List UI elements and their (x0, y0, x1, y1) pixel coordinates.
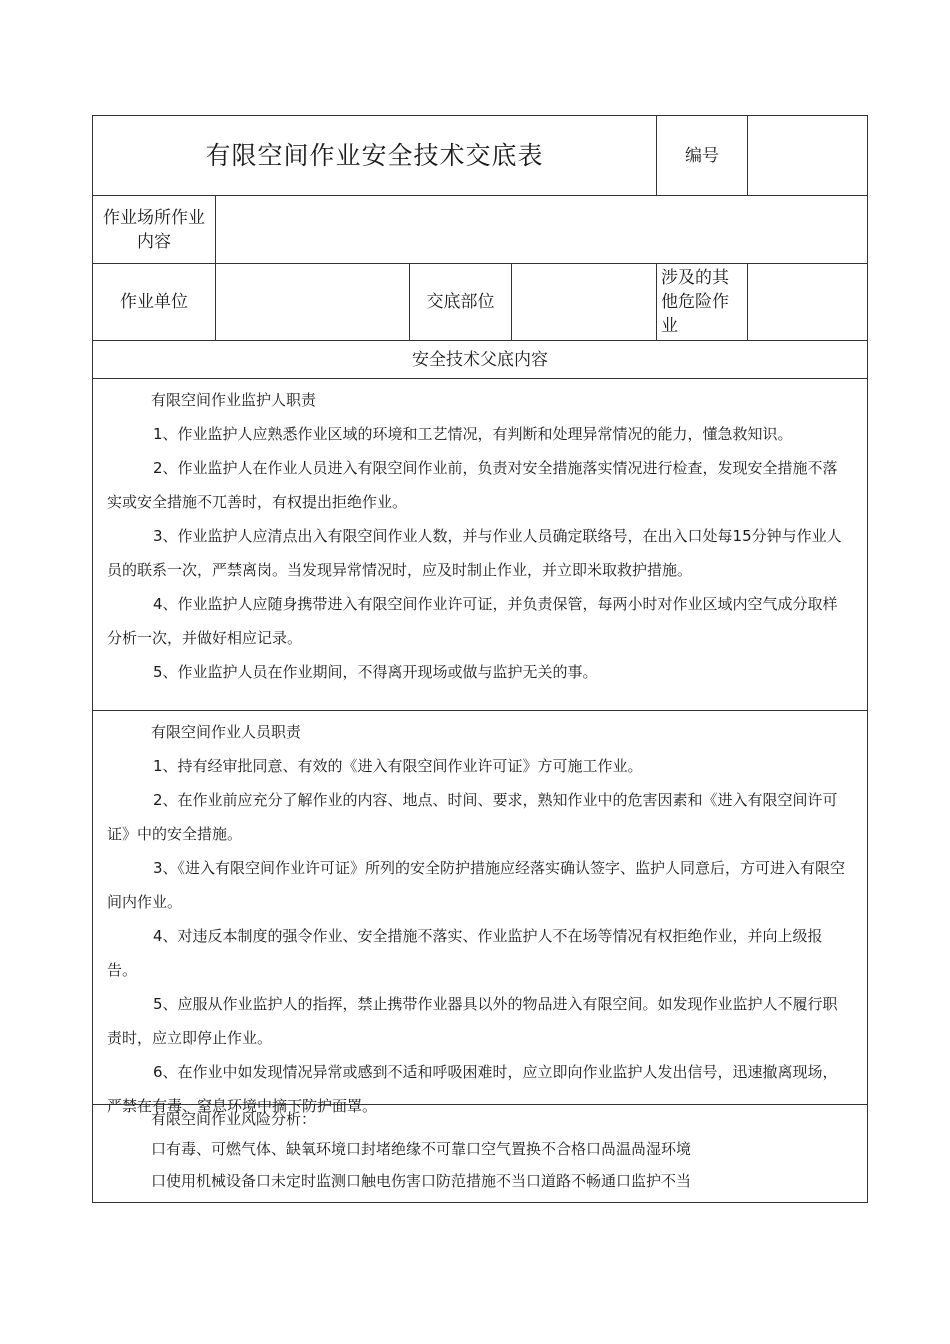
risk-line: 口使用机械设备口未定时监测口触电伤害口防范措施不当口道路不畅通口监护不当 (151, 1172, 692, 1190)
worker-duty-item: 3、《进入有限空间作业许可证》所列的安全防护措施应经落实确认签字、监护人同意后，方可进入有限空间内作业。 (107, 859, 846, 911)
guardian-duty-item: 4、作业监护人应随身携带进入有限空间作业许可证，并负责保管，每两小时对作业区域内空气成分取样分析一次，并做好相应记录。 (107, 595, 838, 647)
number-label: 编号 (685, 146, 719, 166)
worker-duty-item: 2、在作业前应充分了解作业的内容、地点、时间、要求，熟知作业中的危害因素和《进入有限空间许可证》中的安全措施。 (107, 791, 838, 843)
worker-duty-item: 4、对违反本制度的强令作业、安全措施不落实、作业监护人不在场等情况有权拒绝作业，并向上级报告。 (107, 927, 823, 979)
workers-heading: 有限空间作业人员职责 (151, 723, 302, 741)
guardian-duty-item: 3、作业监护人应清点出入有限空间作业人数，并与作业人员确定联络号，在出入口处每15分钟与作业人员的联系一次，严禁离岗。当发现异常情况时，应及时制止作业，并立即米取救护措施。 (107, 527, 842, 579)
col-divider (656, 264, 657, 341)
other-hazard-label: 涉及的其他危险作业 (661, 268, 729, 336)
guardian-heading: 有限空间作业监护人职责 (151, 391, 317, 409)
form-title: 有限空间作业安全技术交底表 (205, 141, 544, 170)
risk-heading: 有限空间作业风险分析： (151, 1110, 317, 1128)
worker-duty-item: 5、应服从作业监护人的指挥，禁止携带作业器具以外的物品进入有限空间。如发现作业监护人不履行职责时，应立即停止作业。 (107, 995, 838, 1047)
guardian-duty-item: 5、作业监护人员在作业期间，不得离开现场或做与监护无关的事。 (153, 663, 598, 681)
risk-line: 口有毒、可燃气体、缺氧环境口封堵绝缘不可靠口空气置换不合格口咼温咼湿环境 (151, 1140, 692, 1158)
dept-field[interactable] (512, 264, 656, 340)
other-hazard-field[interactable] (748, 264, 867, 340)
content-section-title: 安全技术父底内容 (412, 349, 548, 370)
guardian-duty-item: 1、作业监护人应熟悉作业区域的环境和工艺情况，有判断和处理异常情况的能力，懂急救知识。 (153, 425, 793, 443)
worker-duty-item: 1、持有经审批同意、有效的《进入有限空间作业许可证》方可施工作业。 (153, 757, 643, 775)
site-label: 作业场所作业内容 (103, 207, 205, 252)
safety-briefing-form (92, 115, 868, 1203)
unit-label: 作业单位 (120, 292, 188, 312)
unit-field[interactable] (216, 264, 409, 340)
risk-analysis-section (93, 1105, 867, 1202)
number-field[interactable] (748, 116, 867, 196)
worker-duties-section (93, 711, 867, 1115)
dept-label: 交底部位 (426, 292, 495, 312)
guardian-duty-item: 2、作业监护人在作业人员进入有限空间作业前，负责对安全措施落实情况进行检查，发现安全措施不落实或安全措施不兀善时，有权提出拒绝作业。 (107, 459, 838, 511)
guardian-duties-section (93, 379, 867, 710)
site-field[interactable] (216, 196, 867, 263)
worker-duty-item: 6、在作业中如发现情况异常或感到不适和呼吸困难时，应立即向作业监护人发出信号，迅速撤离现场，严禁在有毒、窒息环境中摘下防护面罩。 (107, 1063, 838, 1115)
